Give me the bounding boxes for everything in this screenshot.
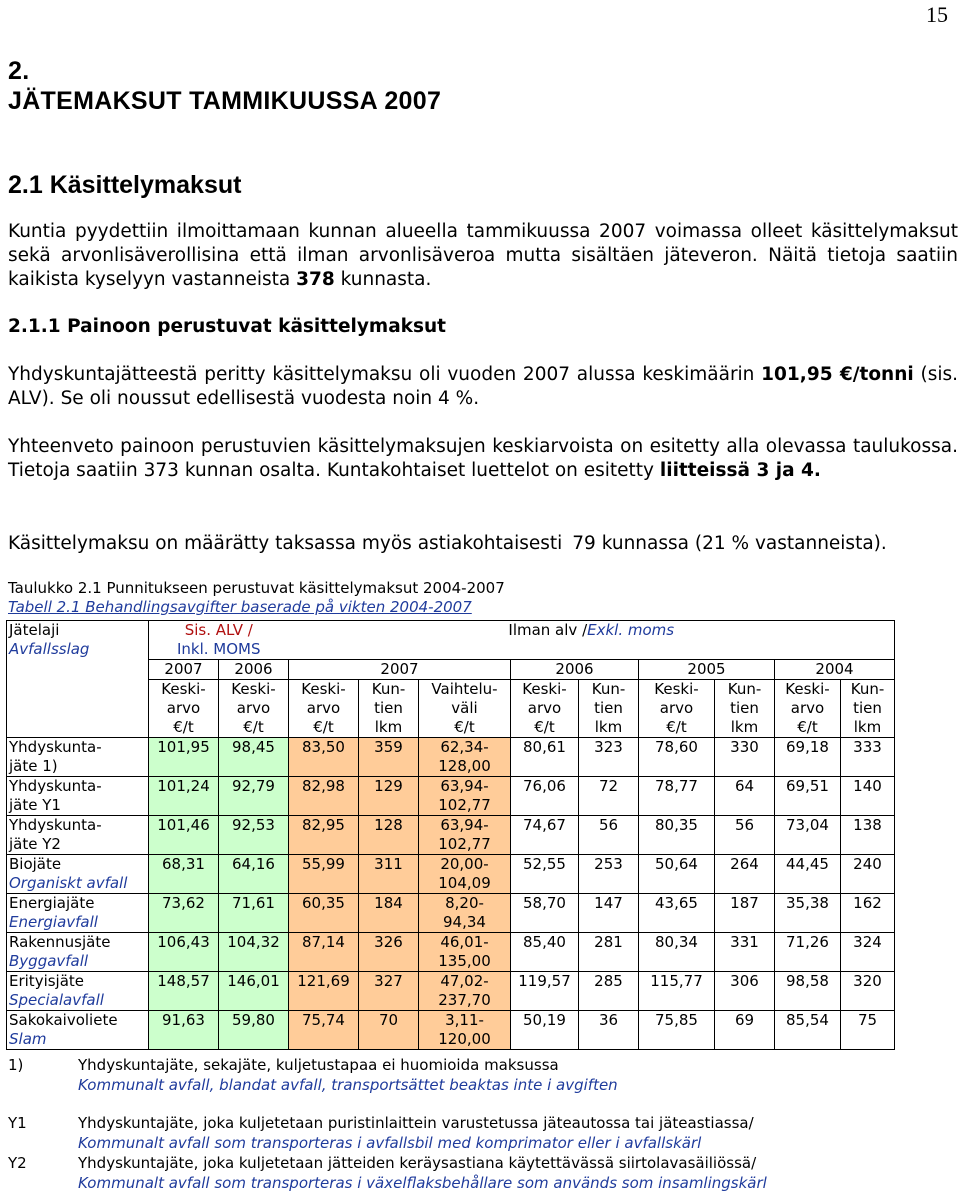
waste-type-cell: Yhdyskunta- jäte Y2 (7, 816, 149, 855)
value-cell: 78,77 (639, 777, 715, 816)
waste-type-cell: Energiajäte Energiavfall (7, 894, 149, 933)
waste-type-cell: Yhdyskunta- jäte 1) (7, 738, 149, 777)
waste-type-cell: Rakennusjäte Byggavfall (7, 933, 149, 972)
value-cell: 85,40 (511, 933, 579, 972)
waste-type-cell: Biojäte Organiskt avfall (7, 855, 149, 894)
value-cell: 187 (715, 894, 775, 933)
value-cell: 327 (359, 972, 419, 1011)
value-cell: 8,20- 94,34 (419, 894, 511, 933)
average-fee-value: 101,95 €/tonni (761, 364, 914, 385)
metric-header-count: Kun- tien lkm (715, 680, 775, 738)
table-body (7, 738, 895, 1050)
value-cell: 74,67 (511, 816, 579, 855)
metric-header-count: Kun- tien lkm (359, 680, 419, 738)
value-cell: 264 (715, 855, 775, 894)
year-cell: 2007 (289, 660, 511, 680)
group-including-vat: Sis. ALV / Inkl. MOMS (149, 621, 289, 660)
value-cell: 47,02- 237,70 (419, 972, 511, 1011)
year-cell: 2004 (775, 660, 895, 680)
value-cell: 70 (359, 1011, 419, 1050)
value-cell: 43,65 (639, 894, 715, 933)
table-header-group-row (7, 621, 895, 660)
value-cell: 3,11- 120,00 (419, 1011, 511, 1050)
value-cell: 330 (715, 738, 775, 777)
year-cell: 2006 (511, 660, 639, 680)
table-row (7, 855, 895, 894)
paragraph-summary: Yhteenveto painoon perustuvien käsittelymaksujen keskiarvoista on esitetty alla olevassa taulukossa. Tietoja saatiin 373 kunnan osalta. Kuntakohtaiset luettelot on esitetty liitteissä 3 ja 4. (8, 436, 958, 481)
value-cell: 80,61 (511, 738, 579, 777)
metric-header-count: Kun- tien lkm (579, 680, 639, 738)
table-notes (8, 1056, 767, 1193)
value-cell: 253 (579, 855, 639, 894)
table-row (7, 933, 895, 972)
value-cell: 44,45 (775, 855, 841, 894)
table-row (7, 1011, 895, 1050)
chapter-number: 2. (8, 57, 30, 85)
metric-header-average: Keski- arvo €/t (149, 680, 219, 738)
value-cell: 101,95 (149, 738, 219, 777)
value-cell: 75,85 (639, 1011, 715, 1050)
section-heading: 2.1 Käsittelymaksut (8, 171, 242, 199)
table-row (7, 738, 895, 777)
note-y2: Y2 Yhdyskuntajäte, joka kuljetetaan jätteiden keräysastiana käytettävässä siirtolavasäiliössä/ Kommunalt avfall som transporteras i växelflaksbehållare som används som insamlingskärl (8, 1154, 767, 1192)
metric-header-count: Kun- tien lkm (841, 680, 895, 738)
value-cell: 104,32 (219, 933, 289, 972)
value-cell: 326 (359, 933, 419, 972)
value-cell: 147 (579, 894, 639, 933)
value-cell: 323 (579, 738, 639, 777)
value-cell: 129 (359, 777, 419, 816)
value-cell: 115,77 (639, 972, 715, 1011)
value-cell: 101,46 (149, 816, 219, 855)
value-cell: 311 (359, 855, 419, 894)
value-cell: 162 (841, 894, 895, 933)
value-cell: 80,35 (639, 816, 715, 855)
value-cell: 64 (715, 777, 775, 816)
value-cell: 36 (579, 1011, 639, 1050)
value-cell: 20,00- 104,09 (419, 855, 511, 894)
value-cell: 87,14 (289, 933, 359, 972)
year-cell: 2007 (149, 660, 219, 680)
intro-paragraph (8, 220, 958, 292)
value-cell: 59,80 (219, 1011, 289, 1050)
chapter-title: JÄTEMAKSUT TAMMIKUUSSA 2007 (8, 87, 442, 115)
waste-type-cell: Sakokaivoliete Slam (7, 1011, 149, 1050)
value-cell: 69,51 (775, 777, 841, 816)
value-cell: 146,01 (219, 972, 289, 1011)
note-y1: Y1 Yhdyskuntajäte, joka kuljetetaan puristinlaittein varustetussa jäteautossa tai jäteastiassa/ Kommunalt avfall som transporteras i avfallsbil med komprimator eller i avfallskärl (8, 1114, 754, 1152)
intro-line2: Näitä tietoja saatiin kaikista kyselyyn vastanneista 378 kunnasta. (8, 245, 958, 290)
value-cell: 320 (841, 972, 895, 1011)
value-cell: 98,45 (219, 738, 289, 777)
value-cell: 98,58 (775, 972, 841, 1011)
value-cell: 184 (359, 894, 419, 933)
group-excluding-vat: Ilman alv /Exkl. moms (289, 621, 895, 660)
value-cell: 73,04 (775, 816, 841, 855)
value-cell: 73,62 (149, 894, 219, 933)
value-cell: 121,69 (289, 972, 359, 1011)
subsection-heading: 2.1.1 Painoon perustuvat käsittelymaksut (8, 316, 447, 337)
value-cell: 63,94- 102,77 (419, 816, 511, 855)
value-cell: 92,53 (219, 816, 289, 855)
metric-header-range: Vaihtelu- väli €/t (419, 680, 511, 738)
value-cell: 69 (715, 1011, 775, 1050)
waste-type-cell: Erityisjäte Specialavfall (7, 972, 149, 1011)
value-cell: 91,63 (149, 1011, 219, 1050)
metric-header-average: Keski- arvo €/t (219, 680, 289, 738)
year-cell: 2006 (219, 660, 289, 680)
value-cell: 71,61 (219, 894, 289, 933)
value-cell: 240 (841, 855, 895, 894)
value-cell: 331 (715, 933, 775, 972)
value-cell: 324 (841, 933, 895, 972)
value-cell: 62,34- 128,00 (419, 738, 511, 777)
chapter-heading (8, 56, 441, 116)
metric-header-average: Keski- arvo €/t (639, 680, 715, 738)
value-cell: 64,16 (219, 855, 289, 894)
value-cell: 56 (715, 816, 775, 855)
value-cell: 333 (841, 738, 895, 777)
waste-type-cell: Yhdyskunta- jäte Y1 (7, 777, 149, 816)
value-cell: 306 (715, 972, 775, 1011)
table-row (7, 972, 895, 1011)
table-row (7, 777, 895, 816)
value-cell: 101,24 (149, 777, 219, 816)
note-1: 1) Yhdyskuntajäte, sekajäte, kuljetustapaa ei huomioida maksussa Kommunalt avfall, blandat avfall, transportsättet beaktas inte i avgiften (8, 1056, 618, 1094)
value-cell: 76,06 (511, 777, 579, 816)
value-cell: 285 (579, 972, 639, 1011)
fee-table (6, 620, 895, 1050)
value-cell: 359 (359, 738, 419, 777)
value-cell: 82,98 (289, 777, 359, 816)
value-cell: 35,38 (775, 894, 841, 933)
value-cell: 68,31 (149, 855, 219, 894)
metric-header-average: Keski- arvo €/t (289, 680, 359, 738)
corner-cell: Jätelaji Avfallsslag (7, 621, 149, 738)
value-cell: 46,01- 135,00 (419, 933, 511, 972)
value-cell: 140 (841, 777, 895, 816)
metric-header-average: Keski- arvo €/t (511, 680, 579, 738)
value-cell: 148,57 (149, 972, 219, 1011)
value-cell: 128 (359, 816, 419, 855)
value-cell: 85,54 (775, 1011, 841, 1050)
table-caption-sv: Tabell 2.1 Behandlingsavgifter baserade på vikten 2004-2007 (8, 598, 472, 616)
value-cell: 138 (841, 816, 895, 855)
value-cell: 58,70 (511, 894, 579, 933)
appendix-reference: liitteissä 3 ja 4. (659, 460, 821, 481)
value-cell: 75,74 (289, 1011, 359, 1050)
value-cell: 281 (579, 933, 639, 972)
value-cell: 106,43 (149, 933, 219, 972)
table-caption-fi: Taulukko 2.1 Punnitukseen perustuvat käsittelymaksut 2004-2007 (8, 579, 505, 597)
value-cell: 69,18 (775, 738, 841, 777)
value-cell: 72 (579, 777, 639, 816)
intro-line1: Kuntia pyydettiin ilmoittamaan kunnan alueella tammikuussa 2007 voimassa olleet käsittelymaksut sekä arvonlisäverollisina että ilman arvonlisäveroa mutta sisältäen jäteveron. (8, 221, 958, 266)
value-cell: 52,55 (511, 855, 579, 894)
paragraph-average-fee: Yhdyskuntajätteestä peritty käsittelymaksu oli vuoden 2007 alussa keskimäärin 101,95 €/tonni (sis. ALV). Se oli noussut edellisestä vuodesta noin 4 %. (8, 364, 958, 409)
value-cell: 82,95 (289, 816, 359, 855)
value-cell: 78,60 (639, 738, 715, 777)
value-cell: 56 (579, 816, 639, 855)
value-cell: 71,26 (775, 933, 841, 972)
value-cell: 63,94- 102,77 (419, 777, 511, 816)
value-cell: 50,64 (639, 855, 715, 894)
value-cell: 80,34 (639, 933, 715, 972)
value-cell: 60,35 (289, 894, 359, 933)
year-cell: 2005 (639, 660, 775, 680)
value-cell: 75 (841, 1011, 895, 1050)
metric-header-average: Keski- arvo €/t (775, 680, 841, 738)
value-cell: 50,19 (511, 1011, 579, 1050)
value-cell: 92,79 (219, 777, 289, 816)
paragraph-container-fee: Käsittelymaksu on määrätty taksassa myös astiakohtaisesti 79 kunnassa (21 % vastanneista). (8, 533, 887, 554)
value-cell: 83,50 (289, 738, 359, 777)
table-row (7, 816, 895, 855)
value-cell: 119,57 (511, 972, 579, 1011)
value-cell: 55,99 (289, 855, 359, 894)
table-row (7, 894, 895, 933)
page-number: 15 (926, 2, 948, 27)
